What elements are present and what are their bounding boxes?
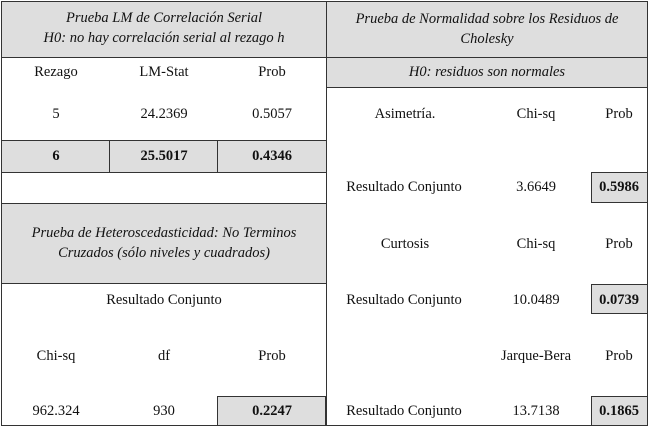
kurt-prob-label: Prob bbox=[605, 236, 633, 252]
hetero-title-line2: Cruzados (sólo niveles y cuadrados) bbox=[58, 245, 270, 261]
skew-chisq-label: Chi-sq bbox=[516, 106, 556, 122]
hetero-header-prob: Prob bbox=[258, 348, 286, 364]
kurt-chisq-value: 10.0489 bbox=[512, 292, 560, 308]
jb-prob-value: 0.1865 bbox=[599, 403, 639, 419]
jb-label: Jarque-Bera bbox=[500, 348, 572, 364]
kurt-label: Curtosis bbox=[380, 236, 430, 252]
lm-row5-lmstat: 24.2369 bbox=[140, 106, 188, 122]
skew-label: Asimetría. bbox=[374, 106, 436, 122]
normality-hypothesis: H0: residuos son normales bbox=[408, 64, 566, 80]
normality-title-line1: Prueba de Normalidad sobre los Residuos de bbox=[355, 11, 619, 27]
lm-row5-rezago: 5 bbox=[52, 106, 60, 122]
hetero-title-line1: Prueba de Heteroscedasticidad: No Terminos bbox=[31, 225, 297, 241]
skew-prob-label: Prob bbox=[605, 106, 633, 122]
hetero-header-df: df bbox=[157, 348, 171, 364]
skew-chisq-value: 3.6649 bbox=[516, 179, 556, 195]
lm-title: Prueba LM de Correlación Serial bbox=[66, 10, 262, 26]
hetero-header-chisq: Chi-sq bbox=[36, 348, 76, 364]
lm-row6-prob: 0.4346 bbox=[252, 148, 292, 164]
lm-header-rezago: Rezago bbox=[34, 64, 78, 80]
lm-header-prob: Prob bbox=[258, 64, 286, 80]
jb-chisq-value: 13.7138 bbox=[512, 403, 560, 419]
jb-joint-label: Resultado Conjunto bbox=[346, 403, 462, 419]
kurt-chisq-label: Chi-sq bbox=[516, 236, 556, 252]
kurt-joint-label: Resultado Conjunto bbox=[346, 292, 462, 308]
lm-subtitle: H0: no hay correlación serial al rezago h bbox=[43, 30, 285, 46]
lm-row6-lmstat: 25.5017 bbox=[140, 148, 188, 164]
hetero-value-chisq: 962.324 bbox=[32, 403, 80, 419]
lm-row5-prob: 0.5057 bbox=[252, 106, 292, 122]
normality-title-line2: Cholesky bbox=[460, 31, 514, 47]
hetero-value-df: 930 bbox=[153, 403, 175, 419]
lm-row6-rezago: 6 bbox=[52, 148, 60, 164]
lm-header-lmstat: LM-Stat bbox=[139, 64, 189, 80]
hetero-value-prob: 0.2247 bbox=[252, 403, 292, 419]
kurt-prob-value: 0.0739 bbox=[599, 292, 639, 308]
skew-joint-label: Resultado Conjunto bbox=[346, 179, 462, 195]
skew-prob-value: 0.5986 bbox=[599, 179, 639, 195]
hetero-joint-label: Resultado Conjunto bbox=[106, 292, 222, 308]
jb-prob-label: Prob bbox=[605, 348, 633, 364]
